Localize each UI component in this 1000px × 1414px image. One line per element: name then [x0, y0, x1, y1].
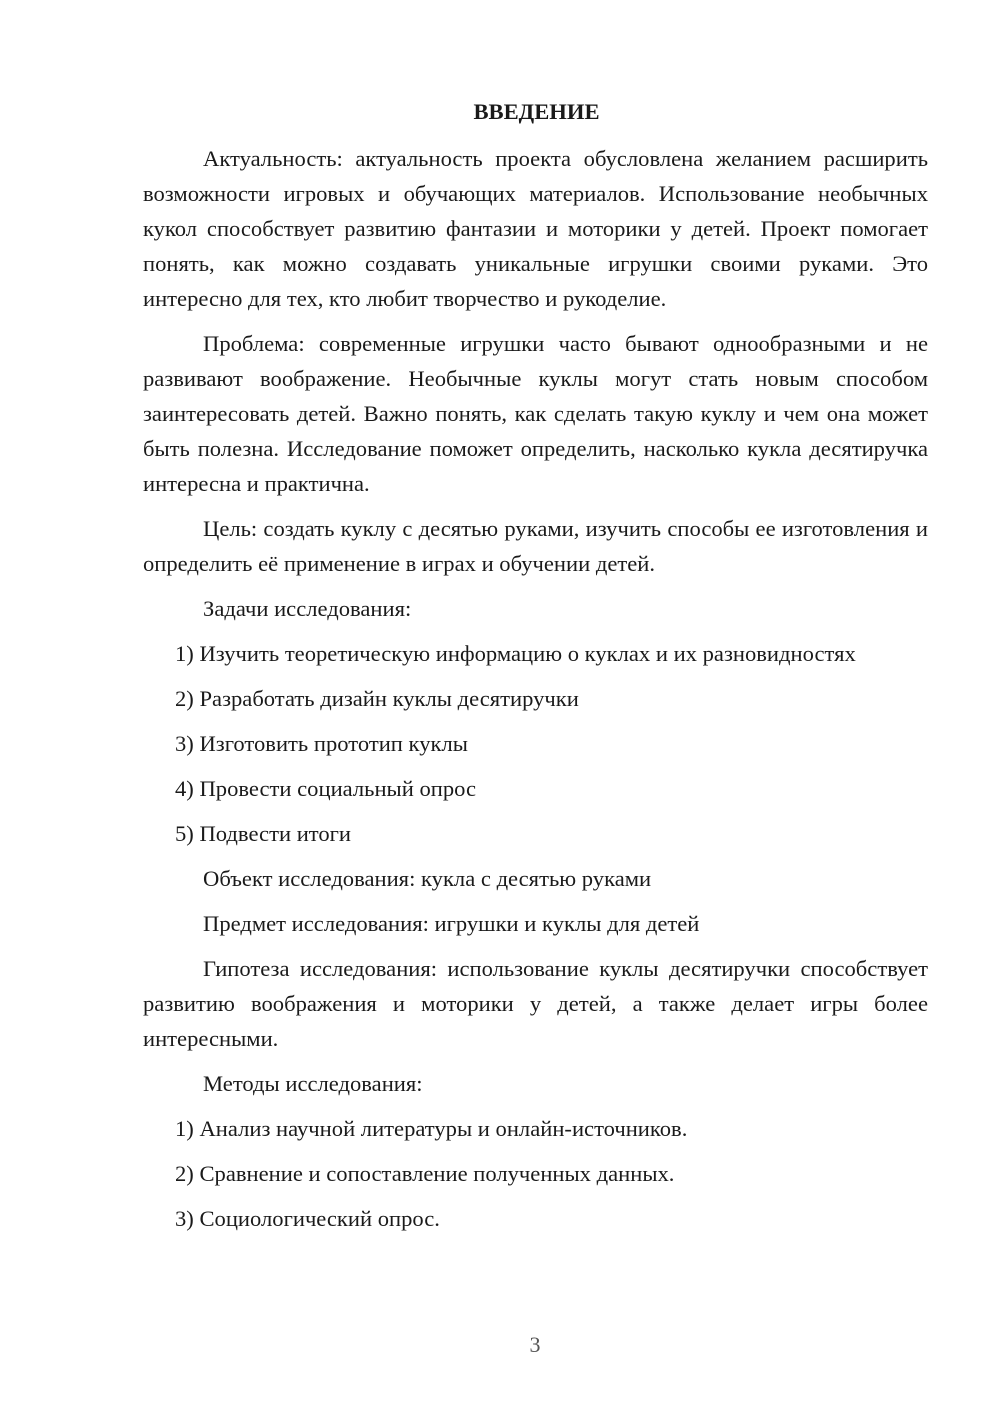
list-item: 4) Провести социальный опрос [175, 776, 477, 801]
object-paragraph: Объект исследования: кукла с десятью руками [203, 866, 652, 891]
list-item: 3) Изготовить прототип куклы [175, 731, 468, 756]
tasks-title: Задачи исследования: [203, 596, 412, 621]
goal-paragraph: Цель: создать куклу с десятью руками, изучить способы ее изготовления и определить её применение в играх и обучении детей. [143, 516, 928, 576]
document-page [143, 94, 928, 1246]
list-item: 1) Анализ научной литературы и онлайн-источников. [175, 1116, 688, 1141]
page-number: 3 [529, 1332, 541, 1357]
list-item: 2) Разработать дизайн куклы десятиручки [175, 686, 579, 711]
problem-paragraph: Проблема: современные игрушки часто бывают однообразными и не развивают воображение. Необычные куклы могут стать новым способом заинтересовать детей. Важно понять, как сделать такую куклу и чем она может быть полезна. Исследование поможет определить, насколько кукла десятиручка интересна и практична. [143, 331, 928, 496]
list-item: 5) Подвести итоги [175, 821, 352, 846]
methods-title: Методы исследования: [203, 1071, 423, 1096]
list-item: 2) Сравнение и сопоставление полученных данных. [175, 1161, 675, 1186]
section-heading: ВВЕДЕНИЕ [473, 99, 600, 124]
tasks-list [143, 636, 928, 851]
list-item: 3) Социологический опрос. [175, 1206, 440, 1231]
hypothesis-paragraph: Гипотеза исследования: использование куклы десятиручки способствует развитию воображения и моторики у детей, а также делает игры более интересными. [143, 956, 928, 1051]
relevance-paragraph: Актуальность: актуальность проекта обусловлена желанием расширить возможности игровых и обучающих материалов. Использование необычных кукол способствует развитию фантазии и моторики у детей. Проект помогает понять, как можно создавать уникальные игрушки своими руками. Это интересно для тех, кто любит творчество и рукоделие. [143, 146, 928, 311]
list-item: 1) Изучить теоретическую информацию о куклах и их разновидностях [175, 641, 856, 666]
methods-list [143, 1111, 928, 1236]
subject-paragraph: Предмет исследования: игрушки и куклы для детей [203, 911, 700, 936]
